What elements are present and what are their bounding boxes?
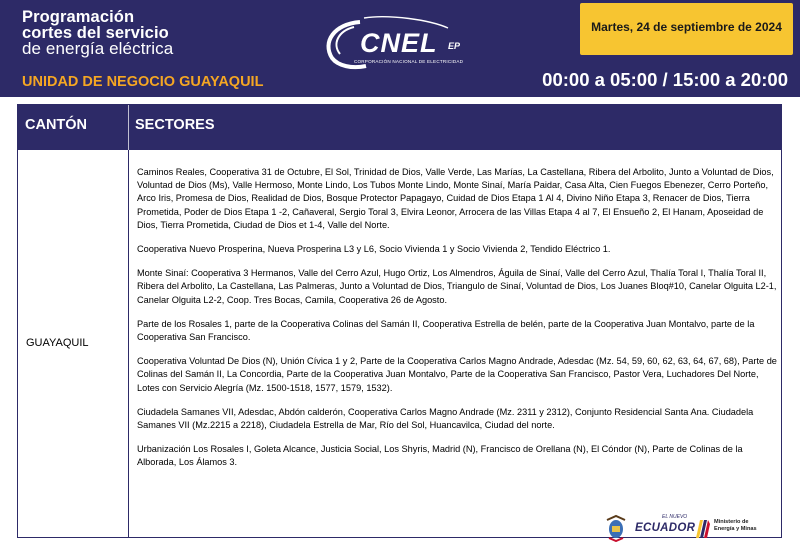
sector-paragraph: Monte Sinaí: Cooperativa 3 Hermanos, Valle del Cerro Azul, Hugo Ortiz, Los Almendros, Águila de Sinaí, Valle del Cerro Azul, Thalía Toral I, Thalía Toral II, Ribera del Arbolito, La Castellana, Las Palmeras, Junto a Voluntad de Dios, Triangulo de Sinaí, Voluntad de Dios, Los Juanes Bloq#10, Canelar Olguita L2-1, Canelar Olguita L2-2, Coop. Tres Bocas, Camila, Cooperativa 26 de Agosto. <box>137 268 777 305</box>
sectors-cell <box>137 166 777 481</box>
logo-wordmark: CNEL <box>360 28 438 58</box>
title-line-1: Programación <box>22 8 135 26</box>
logo-subtitle: CORPORACIÓN NACIONAL DE ELECTRICIDAD <box>354 59 464 64</box>
schedule-table <box>17 104 782 538</box>
header-sectores: SECTORES <box>135 117 215 133</box>
date-text: Martes, 24 de septiembre de 2024 <box>591 20 782 34</box>
canton-cell: GUAYAQUIL <box>26 337 89 349</box>
title-line-2: cortes del servicio <box>22 24 169 42</box>
sector-paragraph: Cooperativa Nuevo Prosperina, Nueva Prosperina L3 y L6, Socio Vivienda 1 y Socio Vivienda 2, Tendido Eléctrico 1. <box>137 244 611 255</box>
date-badge <box>580 3 793 55</box>
sector-paragraph: Cooperativa Voluntad De Dios (N), Unión Cívica 1 y 2, Parte de la Cooperativa Carlos Magno Andrade, Adesdac (Mz. 54, 59, 60, 62, 63, 64, 67, 68), Parte de Colinas del Samán II, La Concordia, Parte de la Cooperativa Juan Montalvo, Parte de la Cooperativa San Francisco, Pastor Vera, Luchadores Del Norte, Lotes con Servicio Alegría (Mz. 1500-1518, 1577, 1579, 1532). <box>137 356 777 393</box>
header-banner <box>0 0 800 97</box>
flag-stripes-icon <box>696 520 710 538</box>
outage-hours: 00:00 a 05:00 / 15:00 a 20:00 <box>542 69 788 90</box>
header-divider <box>128 105 129 150</box>
government-logo <box>604 514 776 542</box>
logo-ep: EP <box>448 41 461 51</box>
header-canton: CANTÓN <box>25 117 88 133</box>
sector-paragraph: Ciudadela Samanes VII, Adesdac, Abdón calderón, Cooperativa Carlos Magno Andrade (Mz. 2311 y 2312), Conjunto Residencial Santa Ana. Ciudadela Samanes VII (Mz.2215 a 2218), Ciudadela Estrella de Mar, Río del Sol, Huancavilca, Ciudad del norte. <box>137 406 754 431</box>
table-header <box>18 105 781 150</box>
sector-paragraph: Caminos Reales, Cooperativa 31 de Octubre, El Sol, Trinidad de Dios, Valle Verde, Las Marías, La Castellana, Ribera del Arbolito, Junto a Voluntad de Dios, Voluntad de Dios (Ms), Valle Hermoso, Monte Lindo, Los Tubos Monte Lindo, Monte Sinaí, María Paidar, Casa Alta, Cien Fuegos Ebenezer, Cerro Porteño, Arco Iris, Promesa de Dios, Realidad de Dios, Bosque Protector Papagayo, Cuidad de Dios Etapa 1 Al 4, Divino Niño Etapa 3, Renacer de Dios, Tierra Prometida, Poder de Dios Etapa 1 -2, Cañaveral, Sergio Toral 3, Elvira Leonor, Arrocera de las Villas Etapa 4 al 7, El Ensueño 2, El Hanam, Aposeidad de Dios, Tierra Prometida, Ciudad de Dios et 1-4, Valle del Norte. <box>137 167 774 230</box>
sector-paragraph: Parte de los Rosales 1, parte de la Cooperativa Colinas del Samán II, Cooperativa Estrella de belén, parte de la Cooperativa Juan Montalvo, parte de la Cooperativa San Francisco. <box>137 318 755 343</box>
page-title <box>22 9 173 57</box>
sector-paragraph: Urbanización Los Rosales I, Goleta Alcance, Justicia Social, Los Shyris, Madrid (N), Francisco de Orellana (N), El Cóndor (N), Parte de Colinas de la Alborada, Los Álamos 3. <box>137 444 743 468</box>
column-divider <box>128 150 129 537</box>
ecuador-text: ECUADOR <box>635 522 696 534</box>
ministry-name <box>714 519 757 532</box>
cnel-logo <box>320 14 480 76</box>
title-line-3: de energía eléctrica <box>22 39 174 58</box>
ministry-line-1: Ministerio de <box>714 519 749 525</box>
el-nuevo-text: EL NUEVO <box>662 514 688 520</box>
ministry-line-2: Energía y Minas <box>714 525 757 532</box>
coat-of-arms-icon <box>604 514 628 542</box>
business-unit: UNIDAD DE NEGOCIO GUAYAQUIL <box>22 74 264 90</box>
